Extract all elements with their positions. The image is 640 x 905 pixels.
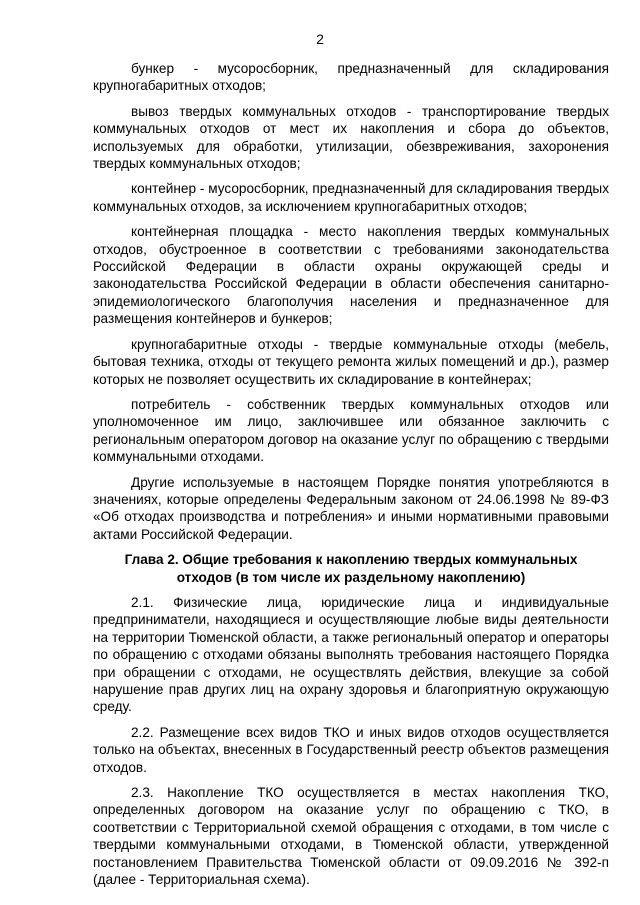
chapter-heading-line-1: Глава 2. Общие требования к накоплению твердых коммунальных <box>124 552 578 568</box>
definition-container: контейнер - мусоросборник, предназначенный для складирования твердых коммунальных отходов, за исключением крупногабаритных отходов; <box>93 181 609 214</box>
page-number: 2 <box>316 31 324 47</box>
definition-container-site: контейнерная площадка - место накопления твердых коммунальных отходов, обустроенное в соответствии с требованиями законодательства Российской Федерации в области охраны окружающей среды и законодательства Российской Федерации в области обеспечения санитарно-эпидемиологического благополучия населения и предназначенное для размещения контейнеров и бункеров; <box>93 224 609 327</box>
section-2-3: 2.3. Накопление ТКО осуществляется в местах накопления ТКО, определенных договором на оказание услуг по обращению с ТКО, в соответствии с Территориальной схемой обращения с отходами, в том числе с твердыми коммунальными отходами, в Тюменской области, утвержденной постановлением Правительства Тюменской области от 09.09.2016 № 392-п (далее - Территориальная схема). <box>93 785 609 888</box>
section-2-2: 2.2. Размещение всех видов ТКО и иных видов отходов осуществляется только на объектах, внесенных в Государственный реестр объектов размещения отходов. <box>93 724 609 775</box>
chapter-heading <box>93 551 609 586</box>
section-2-1: 2.1. Физические лица, юридические лица и индивидуальные предприниматели, находящиеся и осуществляющие любые виды деятельности на территории Тюменской области, а также региональный оператор и операторы по обращению с отходами обязаны выполнять требования настоящего Порядка при обращении с отходами, не осуществлять действия, влекущие за собой нарушение прав других лиц на охрану здоровья и благоприятную окружающую среду. <box>93 594 609 715</box>
definition-consumer: потребитель - собственник твердых коммунальных отходов или уполномоченное им лицо, заключившее или обязанное заключить с региональным оператором договор на оказание услуг по обращению с твердыми коммунальными отходами. <box>93 396 609 465</box>
definition-other-terms: Другие используемые в настоящем Порядке понятия употребляются в значениях, которые определены Федеральным законом от 24.06.1998 № 89-ФЗ «Об отходах производства и потребления» и иными нормативными правовыми актами Российской Федерации. <box>93 474 609 542</box>
definition-bulky-waste: крупногабаритные отходы - твердые коммунальные отходы (мебель, бытовая техника, отходы от текущего ремонта жилых помещений и др.), размер которых не позволяет осуществить их складирование в контейнерах; <box>93 336 609 387</box>
definition-bunker: бункер - мусоросборник, предназначенный для складирования крупногабаритных отходов; <box>93 61 609 94</box>
definition-waste-removal: вывоз твердых коммунальных отходов - транспортирование твердых коммунальных отходов от мест их накопления и сбора до объектов, используемых для обработки, утилизации, обезвреживания, захоронения твердых коммунальных отходов; <box>93 103 609 172</box>
document-body <box>93 60 609 896</box>
chapter-heading-line-2: отходов (в том числе их раздельному накоплению) <box>176 569 526 585</box>
